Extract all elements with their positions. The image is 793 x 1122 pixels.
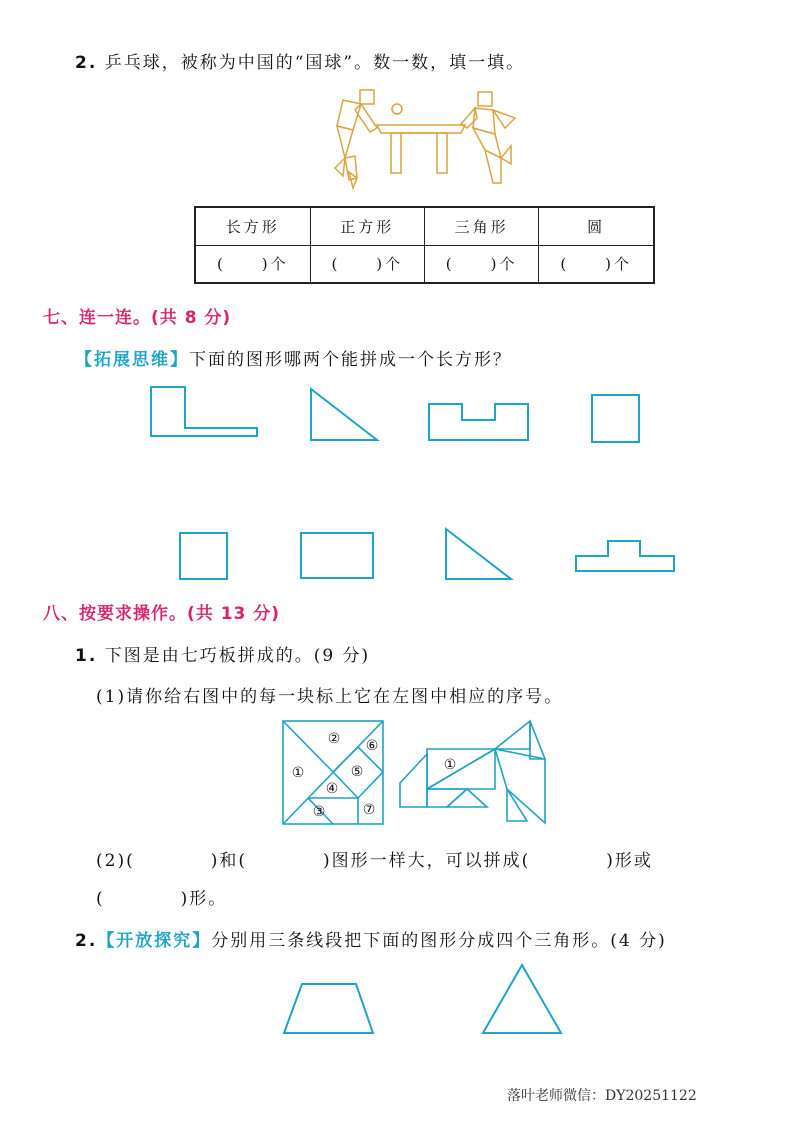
horse-label-1: ① (443, 757, 457, 773)
q1-text: 下图是由七巧板拼成的。(9 分) (104, 646, 371, 666)
section-8-title: 八、按要求操作。(共 13 分) (43, 604, 281, 624)
tag-extended-thinking: 【拓展思维】 (75, 350, 189, 370)
question-number: 2. (75, 53, 98, 73)
q1-sub2-line2: ( )形。 (96, 889, 228, 909)
section-7-text: 下面的图形哪两个能拼成一个长方形？ (189, 350, 512, 370)
q1-sub2-line1: (2)( )和( )图形一样大，可以拼成( )形或 (96, 851, 653, 871)
footer-contact: 落叶老师微信：DY20251122 (507, 1088, 697, 1104)
answer-circle[interactable]: ( )个 (539, 245, 654, 283)
tangram-label-5: ⑤ (350, 764, 364, 780)
section-7-title: 七、连一连。(共 8 分) (43, 308, 232, 328)
tangram-label-4: ④ (325, 781, 339, 797)
tangram-label-6: ⑥ (365, 738, 379, 754)
answer-square[interactable]: ( )个 (310, 245, 424, 283)
header-rectangle: 长方形 (195, 207, 310, 245)
q1-sub1: (1)请你给右图中的每一块标上它在左图中相应的序号。 (96, 687, 564, 707)
header-triangle: 三角形 (424, 207, 538, 245)
tag-open-explore: 【开放探究】 (97, 931, 212, 951)
tangram-label-1: ① (291, 765, 305, 781)
tangram-label-2: ② (327, 731, 341, 747)
trapezoid[interactable] (284, 984, 373, 1033)
q2-text: 分别用三条线段把下面的图形分成四个三角形。(4 分) (211, 931, 667, 951)
equilateral-triangle[interactable] (483, 965, 561, 1033)
header-circle: 圆 (539, 207, 654, 245)
answer-triangle[interactable]: ( )个 (424, 245, 538, 283)
header-square: 正方形 (310, 207, 424, 245)
q2-number: 2. (75, 931, 98, 951)
answer-rectangle[interactable]: ( )个 (195, 245, 310, 283)
question-text: 乒乓球，被称为中国的“国球”。数一数，填一填。 (104, 53, 526, 73)
q1-number: 1. (75, 646, 98, 666)
tangram-label-7: ⑦ (362, 802, 376, 818)
tangram-label-3: ③ (312, 804, 326, 820)
